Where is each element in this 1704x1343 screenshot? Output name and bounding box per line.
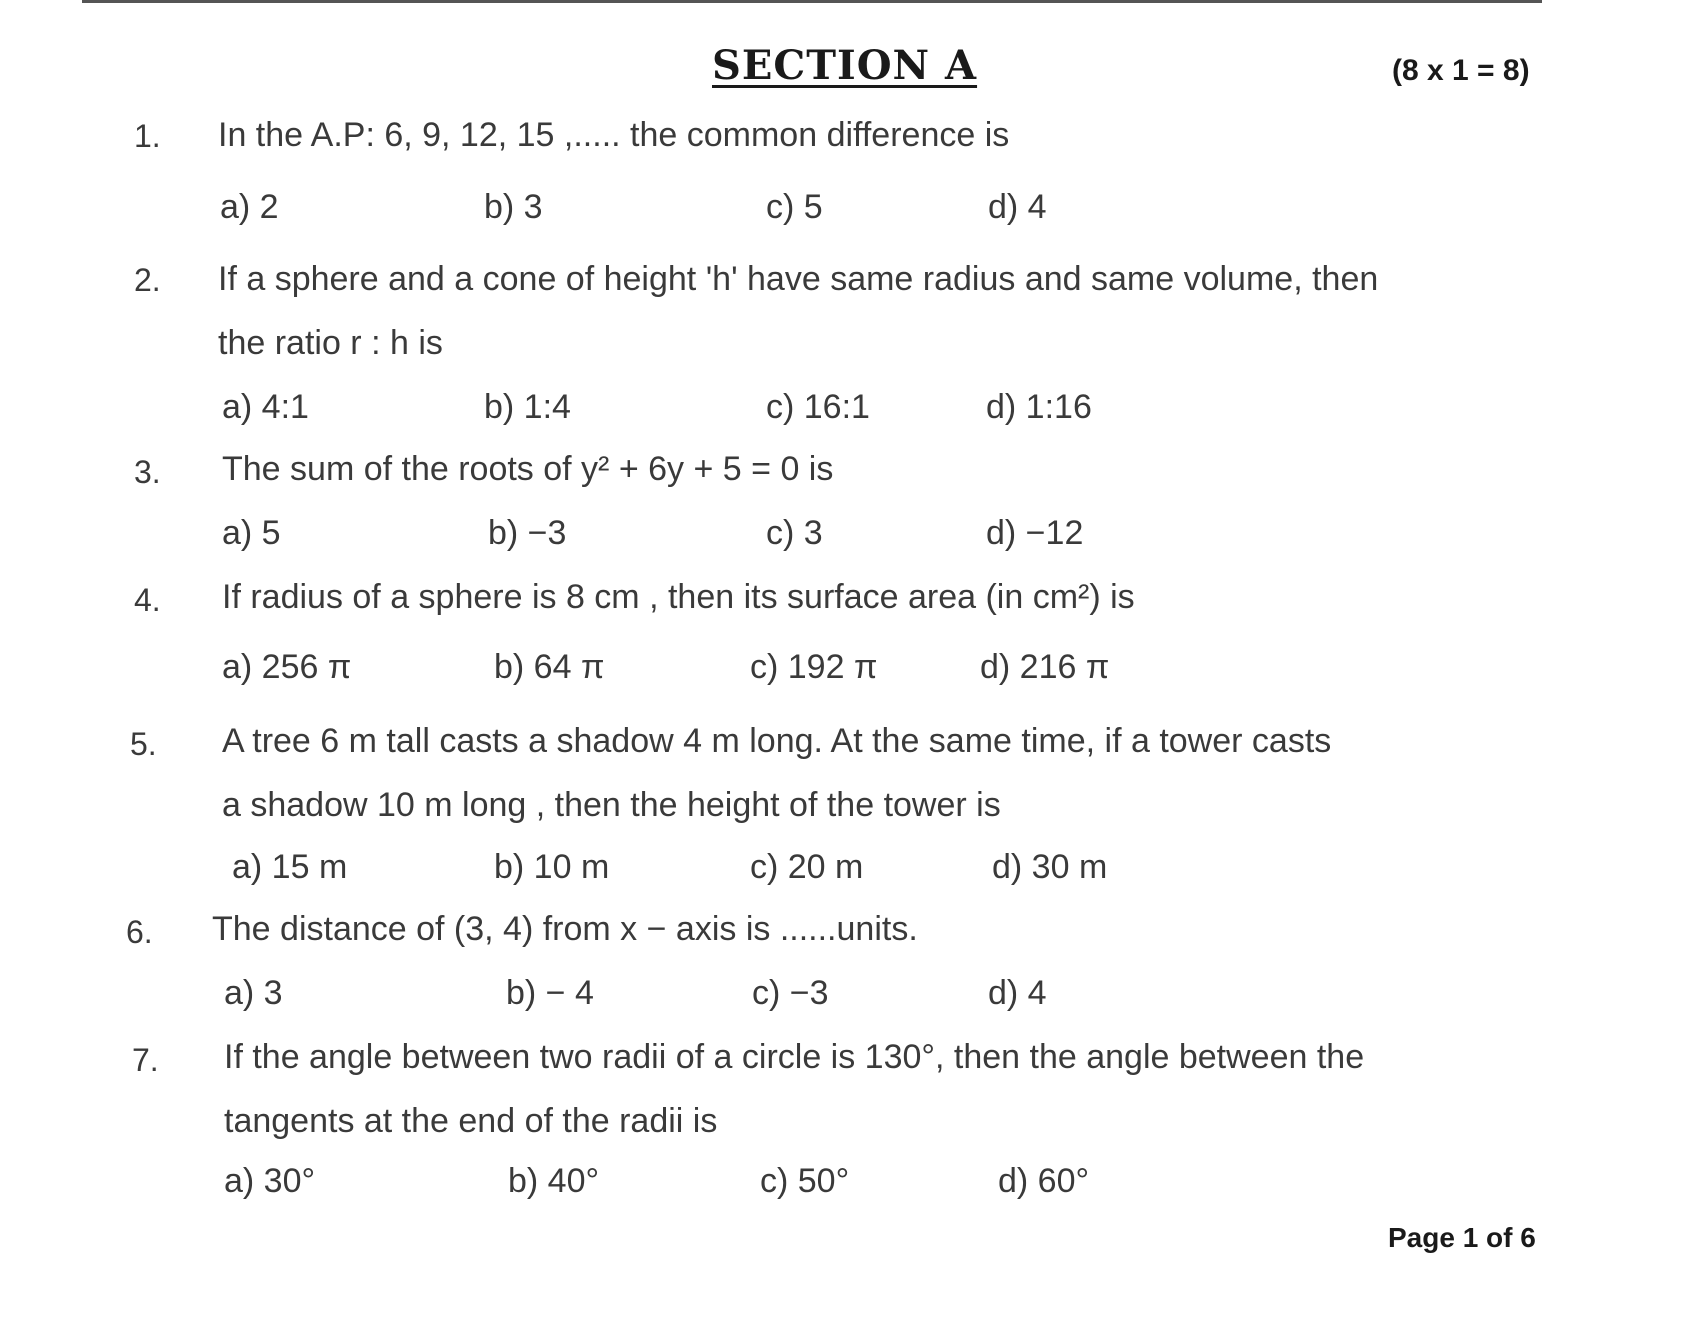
- option-a: a) 5: [222, 514, 281, 552]
- option-d: d) 216 π: [980, 648, 1110, 686]
- option-b: b) 1:4: [484, 388, 571, 426]
- option-d: d) 60°: [998, 1162, 1090, 1200]
- option-a: a) 2: [220, 188, 279, 226]
- option-b: b) 40°: [508, 1162, 600, 1200]
- question-number: 1.: [134, 118, 161, 154]
- option-c: c) 5: [766, 188, 823, 226]
- section-title: SECTION A: [712, 42, 978, 89]
- question-text-line: In the A.P: 6, 9, 12, 15 ,..... the common difference is: [218, 116, 1010, 154]
- question-number: 2.: [134, 262, 161, 298]
- page-number: Page 1 of 6: [1388, 1222, 1536, 1253]
- option-a: a) 256 π: [222, 648, 352, 686]
- option-a: a) 30°: [224, 1162, 316, 1200]
- question-text-line: the ratio r : h is: [218, 324, 443, 362]
- option-b: b) − 4: [506, 974, 594, 1012]
- option-b: b) 64 π: [494, 648, 605, 686]
- option-b: b) −3: [488, 514, 567, 552]
- question-number: 6.: [126, 914, 153, 950]
- option-d: d) 4: [988, 188, 1047, 226]
- option-d: d) 4: [988, 974, 1047, 1012]
- option-a: a) 4:1: [222, 388, 309, 426]
- option-d: d) −12: [986, 514, 1084, 552]
- question-text-line: If the angle between two radii of a circle is 130°, then the angle between the: [224, 1038, 1365, 1076]
- option-a: a) 3: [224, 974, 283, 1012]
- question-text-line: If a sphere and a cone of height 'h' have same radius and same volume, then: [218, 260, 1379, 298]
- option-c: c) 20 m: [750, 848, 864, 886]
- question-number: 4.: [134, 582, 161, 618]
- question-text-line: tangents at the end of the radii is: [224, 1102, 718, 1140]
- question-text-line: If radius of a sphere is 8 cm , then its surface area (in cm²) is: [222, 578, 1135, 616]
- option-a: a) 15 m: [232, 848, 348, 886]
- question-number: 3.: [134, 454, 161, 490]
- option-c: c) 3: [766, 514, 823, 552]
- question-text-line: a shadow 10 m long , then the height of the tower is: [222, 786, 1001, 824]
- question-text-line: A tree 6 m tall casts a shadow 4 m long. At the same time, if a tower casts: [222, 722, 1332, 760]
- option-c: c) 16:1: [766, 388, 870, 426]
- option-c: c) 50°: [760, 1162, 850, 1200]
- question-text-line: The sum of the roots of y² + 6y + 5 = 0 is: [222, 450, 834, 488]
- marks-allocation: (8 x 1 = 8): [1392, 54, 1530, 87]
- question-text-line: The distance of (3, 4) from x − axis is ......units.: [212, 910, 918, 948]
- option-d: d) 1:16: [986, 388, 1092, 426]
- option-b: b) 3: [484, 188, 543, 226]
- option-c: c) −3: [752, 974, 829, 1012]
- question-number: 7.: [132, 1042, 159, 1078]
- option-d: d) 30 m: [992, 848, 1108, 886]
- option-c: c) 192 π: [750, 648, 878, 686]
- top-rule: [82, 0, 1542, 3]
- question-number: 5.: [130, 726, 157, 762]
- option-b: b) 10 m: [494, 848, 610, 886]
